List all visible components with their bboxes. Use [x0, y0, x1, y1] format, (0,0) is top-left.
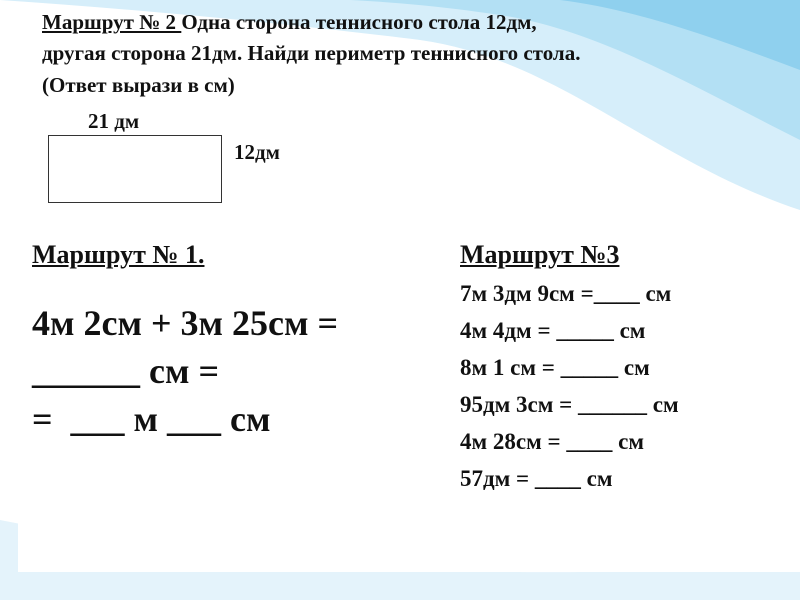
route2-line1: Одна сторона теннисного стола 12дм, — [181, 10, 537, 34]
route2-line3: (Ответ вырази в см) — [42, 73, 235, 97]
route1-line: ______ см = — [32, 351, 220, 391]
route3-title: Маршрут №3 — [460, 240, 620, 269]
route3-line: 8м 1 см = _____ см — [460, 355, 650, 380]
route2-heading-line — [42, 12, 537, 33]
route2-title: Маршрут № 2 — [42, 10, 182, 34]
route3-line: 4м 4дм = _____ см — [460, 318, 646, 343]
table-rectangle — [48, 135, 222, 203]
table-length-label: 21 дм — [88, 109, 140, 133]
route3-line: 7м 3дм 9см =____ см — [460, 281, 672, 306]
route2-line2: другая сторона 21дм. Найди периметр теннисного стола. — [42, 41, 581, 65]
route1-title: Маршрут № 1. — [32, 240, 205, 269]
route3-line: 4м 28см = ____ см — [460, 429, 645, 454]
route3-line: 57дм = ____ см — [460, 466, 613, 491]
table-width-label: 12дм — [234, 140, 280, 164]
route1-line: = ___ м ___ см — [32, 399, 271, 439]
route3-line: 95дм 3см = ______ см — [460, 392, 679, 417]
route1-line: 4м 2см + 3м 25см = — [32, 303, 339, 343]
